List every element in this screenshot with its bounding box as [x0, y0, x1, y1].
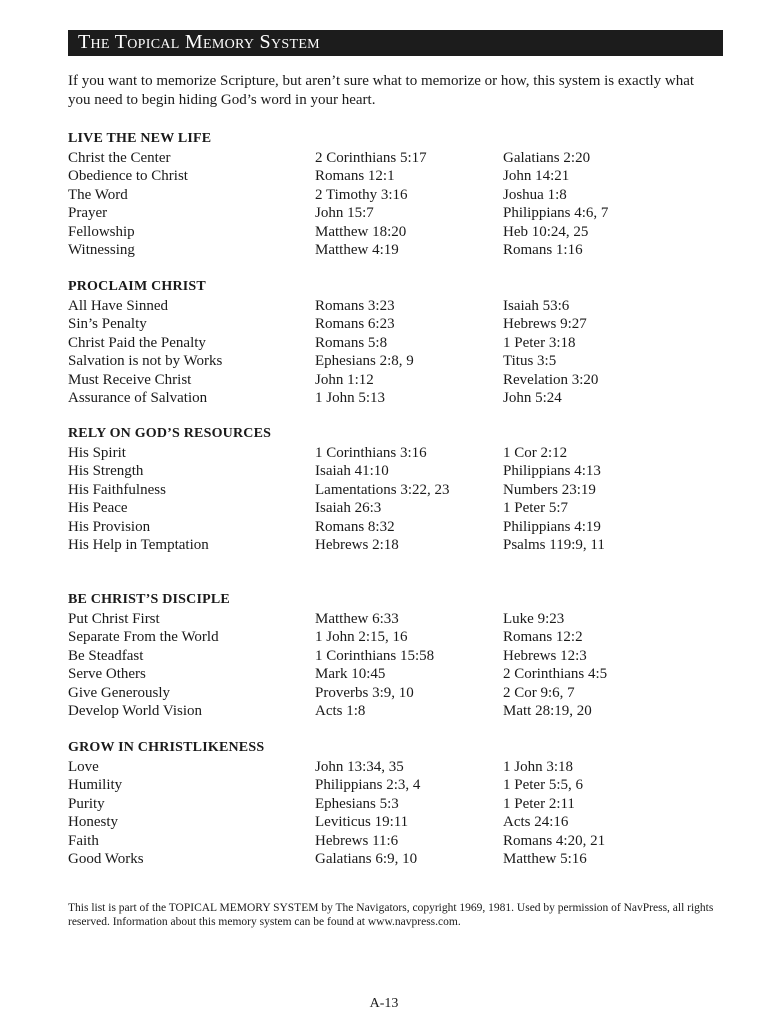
reference-1: 1 John 5:13 [315, 390, 386, 406]
reference-1: Matthew 6:33 [315, 610, 399, 627]
reference-2: 1 Peter 2:11 [503, 795, 575, 812]
intro-paragraph: If you want to memorize Scripture, but aren’t sure what to memorize or how, this system is exactly what you need to begin hiding God’s word in your heart. [68, 73, 695, 108]
section-heading: GROW IN CHRISTLIKENESS [68, 740, 265, 755]
reference-1: Romans 8:32 [315, 518, 395, 535]
section-be-christs-disciple [68, 591, 728, 721]
reference-2: 1 Peter 5:5, 6 [503, 777, 583, 793]
section-heading: BE CHRIST’S DISCIPLE [68, 592, 230, 607]
reference-1: Philippians 2:3, 4 [315, 777, 421, 793]
reference-1: 2 Corinthians 5:17 [315, 149, 427, 166]
reference-1: Leviticus 19:11 [315, 814, 409, 830]
section-proclaim-christ [68, 278, 728, 408]
reference-2: Matthew 5:16 [503, 851, 587, 867]
topic: Must Receive Christ [68, 371, 192, 388]
list-item [68, 297, 728, 316]
reference-1: John 15:7 [315, 205, 374, 221]
topic: His Peace [68, 500, 128, 516]
list-item [68, 462, 728, 481]
reference-1: Lamentations 3:22, 23 [315, 481, 450, 498]
reference-2: Galatians 2:20 [503, 149, 591, 166]
list-item [68, 776, 728, 795]
section-heading: LIVE THE NEW LIFE [68, 131, 212, 146]
title-bar [68, 30, 723, 56]
reference-1: 1 Corinthians 3:16 [315, 444, 427, 461]
reference-1: Proverbs 3:9, 10 [315, 684, 414, 701]
list-item [68, 813, 728, 832]
reference-1: Hebrews 11:6 [315, 832, 399, 849]
copyright-footer: This list is part of the TOPICAL MEMORY SYSTEM by The Navigators, copyright 1969, 1981. Used by permission of NavPress, all rights reserved. Information about this memory system can be found at www.navpress.com. [68, 902, 714, 928]
reference-1: Isaiah 26:3 [315, 500, 382, 516]
reference-1: Isaiah 41:10 [315, 463, 389, 479]
topic: Honesty [68, 814, 118, 830]
reference-2: Romans 1:16 [503, 242, 583, 258]
reference-1: Matthew 18:20 [315, 223, 407, 240]
topic: Prayer [68, 205, 108, 221]
reference-1: Acts 1:8 [315, 703, 366, 719]
topic: His Spirit [68, 444, 126, 461]
list-item [68, 352, 728, 371]
list-item [68, 204, 728, 223]
topic: Obedience to Christ [68, 168, 188, 184]
reference-2: 1 John 3:18 [503, 758, 574, 775]
reference-1: Mark 10:45 [315, 666, 386, 682]
reference-2: Philippians 4:6, 7 [503, 205, 609, 221]
reference-2: Numbers 23:19 [503, 481, 596, 498]
list-item [68, 758, 728, 777]
reference-2: 1 Peter 5:7 [503, 500, 568, 516]
reference-2: Heb 10:24, 25 [503, 223, 589, 240]
list-item [68, 315, 728, 334]
reference-1: Romans 6:23 [315, 316, 395, 332]
list-item [68, 850, 728, 869]
topic: His Help in Temptation [68, 537, 209, 553]
reference-2: Luke 9:23 [503, 610, 565, 627]
section-heading: RELY ON GOD’S RESOURCES [68, 426, 272, 441]
list-item [68, 371, 728, 390]
topic: Salvation is not by Works [68, 353, 223, 369]
reference-2: Hebrews 9:27 [503, 316, 587, 332]
list-item [68, 186, 728, 205]
reference-1: 2 Timothy 3:16 [315, 186, 408, 203]
topic: The Word [68, 186, 128, 203]
list-item [68, 832, 728, 851]
reference-1: Matthew 4:19 [315, 242, 399, 258]
topic: His Strength [68, 463, 144, 479]
list-item [68, 702, 728, 721]
list-item [68, 795, 728, 814]
reference-2: Philippians 4:19 [503, 518, 601, 535]
page-number: A-13 [369, 996, 399, 1011]
reference-2: Romans 4:20, 21 [503, 832, 606, 849]
reference-2: 2 Corinthians 4:5 [503, 666, 608, 682]
reference-1: John 1:12 [315, 371, 374, 388]
list-item [68, 647, 728, 666]
topic: Christ Paid the Penalty [68, 334, 206, 351]
reference-2: Joshua 1:8 [503, 186, 567, 203]
topic: Serve Others [68, 666, 146, 682]
topic: Witnessing [68, 242, 135, 258]
reference-2: Romans 12:2 [503, 629, 583, 645]
reference-2: Isaiah 53:6 [503, 297, 570, 314]
reference-2: Psalms 119:9, 11 [503, 537, 605, 553]
reference-2: 1 Peter 3:18 [503, 334, 576, 351]
topic: Love [68, 758, 99, 775]
reference-1: Romans 5:8 [315, 334, 388, 351]
list-item [68, 665, 728, 684]
reference-2: Revelation 3:20 [503, 371, 599, 388]
reference-1: Romans 3:23 [315, 297, 395, 314]
topic: Sin’s Penalty [68, 316, 147, 332]
list-item [68, 241, 728, 260]
reference-2: 1 Cor 2:12 [503, 444, 568, 461]
reference-1: Ephesians 2:8, 9 [315, 353, 414, 369]
list-item [68, 149, 728, 168]
reference-1: Romans 12:1 [315, 168, 395, 184]
page-title: The Topical Memory System [78, 31, 320, 53]
list-item [68, 444, 728, 463]
topic: Develop World Vision [68, 703, 202, 719]
reference-2: John 5:24 [503, 390, 562, 406]
reference-2: 2 Cor 9:6, 7 [503, 684, 575, 701]
topic: Humility [68, 777, 123, 793]
topic: His Provision [68, 518, 151, 535]
list-item [68, 223, 728, 242]
topic: Faith [68, 832, 99, 849]
topic: Put Christ First [68, 610, 160, 627]
reference-2: Philippians 4:13 [503, 463, 601, 479]
list-item [68, 481, 728, 500]
topic: All Have Sinned [68, 297, 168, 314]
reference-2: Acts 24:16 [503, 814, 569, 830]
list-item [68, 628, 728, 647]
section-rely-on-gods-resources [68, 425, 728, 555]
reference-2: Hebrews 12:3 [503, 647, 587, 664]
topic: Give Generously [68, 684, 171, 701]
topic: Separate From the World [68, 629, 219, 645]
list-item [68, 610, 728, 629]
list-item [68, 334, 728, 353]
reference-1: Galatians 6:9, 10 [315, 851, 418, 867]
section-grow-in-christlikeness [68, 739, 728, 869]
topic: Fellowship [68, 223, 135, 240]
list-item [68, 389, 728, 408]
section-heading: PROCLAIM CHRIST [68, 279, 206, 294]
reference-1: Hebrews 2:18 [315, 537, 399, 553]
topic: Good Works [68, 851, 144, 867]
list-item [68, 518, 728, 537]
reference-1: 1 John 2:15, 16 [315, 629, 408, 645]
topic: His Faithfulness [68, 481, 166, 498]
topic: Be Steadfast [68, 647, 144, 664]
topic: Purity [68, 795, 105, 812]
reference-1: John 13:34, 35 [315, 758, 404, 775]
reference-2: Matt 28:19, 20 [503, 703, 592, 719]
reference-2: Titus 3:5 [503, 353, 557, 369]
reference-1: 1 Corinthians 15:58 [315, 647, 435, 664]
list-item [68, 536, 728, 555]
reference-2: John 14:21 [503, 168, 570, 184]
section-live-the-new-life [68, 130, 728, 260]
list-item [68, 167, 728, 186]
topic: Assurance of Salvation [68, 390, 208, 406]
reference-1: Ephesians 5:3 [315, 795, 399, 812]
topic: Christ the Center [68, 149, 171, 166]
list-item [68, 499, 728, 518]
list-item [68, 684, 728, 703]
